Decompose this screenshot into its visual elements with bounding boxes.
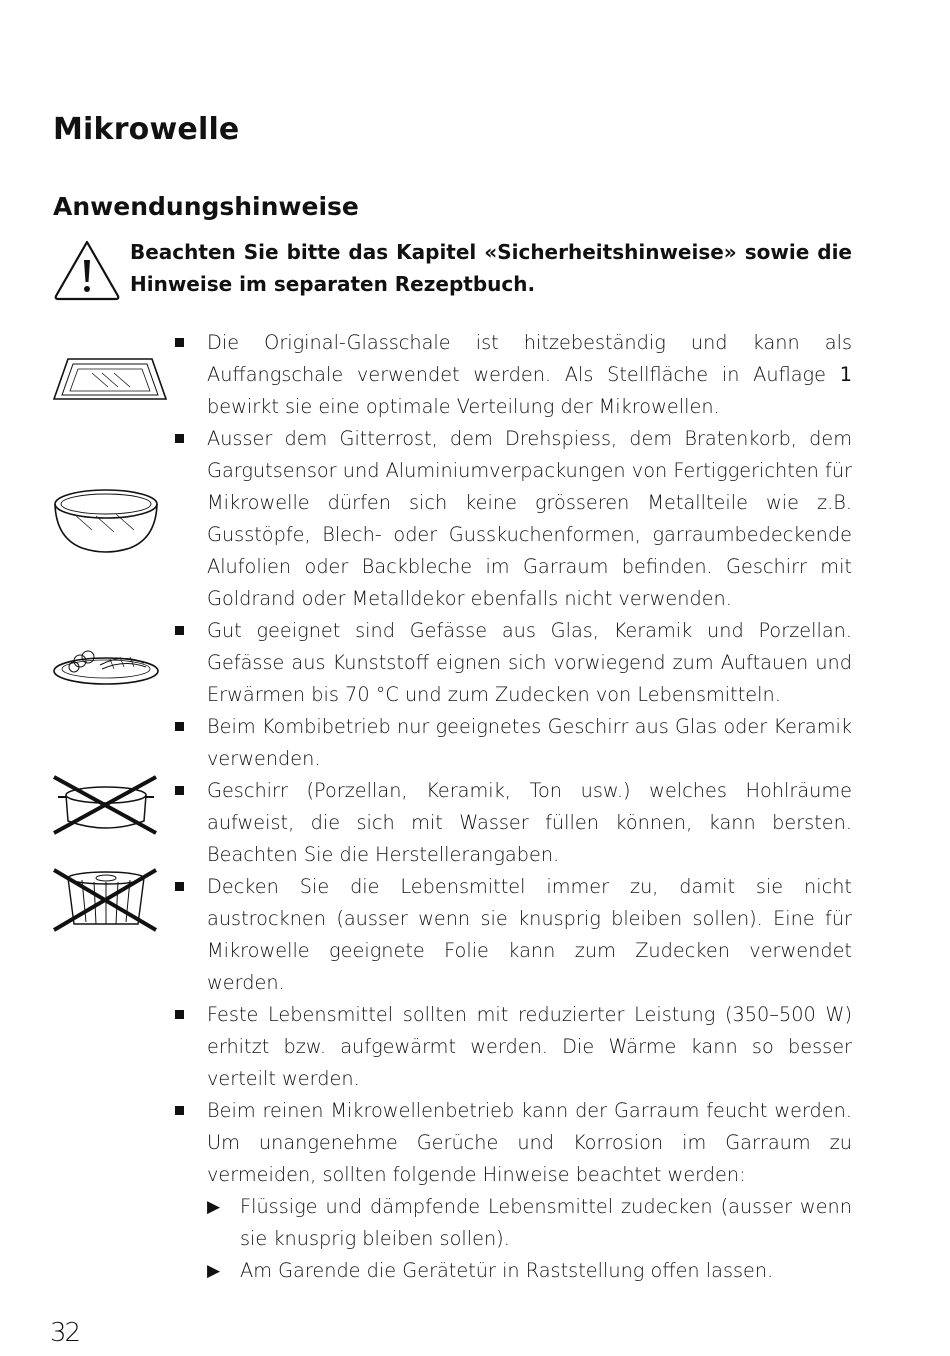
list-item	[175, 999, 852, 1095]
bullet-icon	[175, 434, 184, 443]
sub-list-item-text: Flüssige und dämpfende Lebensmittel zudecken (ausser wenn sie knusprig bleiben sollen).	[240, 1195, 852, 1250]
list-item	[175, 423, 852, 615]
sub-list-item	[207, 1191, 852, 1255]
warning-text: Beachten Sie bitte das Kapitel «Sicherheitshinweise» sowie die Hinweise im separaten Rezeptbuch.	[130, 240, 852, 296]
list-item	[175, 871, 852, 999]
list-item-text: Decken Sie die Lebensmittel immer zu, damit sie nicht austrocknen (ausser wenn sie knusprig bleiben sollen). Eine für Mikrowelle geeignete Folie kann zum Zudecken verwendet werden.	[207, 875, 852, 994]
list-item-text: Geschirr (Porzellan, Keramik, Ton usw.) welches Hohlräume aufweist, die sich mit Wasser füllen können, kann bersten. Beachten Sie die Herstellerangaben.	[207, 779, 852, 866]
list-item-text: Feste Lebensmittel sollten mit reduzierter Leistung (350–500 W) erhitzt bzw. aufgewärmt werden. Die Wärme kann so besser verteilt werden.	[207, 1003, 852, 1090]
list-item	[175, 1095, 852, 1287]
section-title: Anwendungshinweise	[53, 192, 359, 221]
bullet-icon	[175, 338, 184, 347]
bullet-icon	[175, 882, 184, 891]
list-item-text: Beim reinen Mikrowellenbetrieb kann der Garraum feucht werden. Um unangenehme Gerüche und Korrosion im Garraum zu vermeiden, sollten folgende Hinweise beachtet werden:	[207, 1099, 852, 1186]
instruction-list	[175, 327, 852, 1287]
list-item-text: Gut geeignet sind Gefässe aus Glas, Keramik und Porzellan. Gefässe aus Kunststoff eignen sich vorwiegend zum Auftauen und Erwärmen bis 70 °C und zum Zudecken von Lebensmitteln.	[207, 619, 852, 706]
warning-triangle-icon	[52, 238, 122, 302]
list-item-text: Die Original-Glasschale ist hitzebeständig und kann als Auffangschale verwendet werden. Als Stellfläche in Auflage	[207, 331, 852, 386]
list-item-text: Beim Kombibetrieb nur geeignetes Geschirr aus Glas oder Keramik verwenden.	[207, 715, 852, 770]
crossed-pot-icon	[52, 775, 160, 835]
page-title: Mikrowelle	[53, 112, 240, 147]
arrow-right-icon: ▶	[207, 1261, 221, 1281]
list-item	[175, 327, 852, 423]
page-number: 32	[50, 1318, 80, 1348]
bullet-icon	[175, 1106, 184, 1115]
list-item-bold: 1	[839, 363, 852, 386]
list-item-text: bewirkt sie eine optimale Verteilung der Mikrowellen.	[207, 395, 720, 418]
list-item	[175, 711, 852, 775]
bullet-icon	[175, 786, 184, 795]
sub-list-item	[207, 1255, 852, 1287]
sub-list-item-text: Am Garende die Gerätetür in Raststellung offen lassen.	[240, 1259, 774, 1282]
bullet-icon	[175, 626, 184, 635]
list-item-text: Ausser dem Gitterrost, dem Drehspiess, dem Bratenkorb, dem Gargutsensor und Aluminiumverpackungen von Fertiggerichten für Mikrowelle dürfen sich keine grösseren Metallteile wie z.B. Gusstöpfe, Blech- oder Gusskuchenformen, garraumbedeckende Alufolien oder Backbleche im Garraum befinden. Geschirr mit Goldrand oder Metalldekor ebenfalls nicht verwenden.	[207, 427, 852, 610]
glass-bowl-icon	[52, 486, 160, 556]
sub-list	[207, 1191, 852, 1287]
list-item	[175, 775, 852, 871]
list-item	[175, 615, 852, 711]
bullet-icon	[175, 1010, 184, 1019]
crossed-cake-mould-icon	[52, 868, 160, 932]
arrow-right-icon: ▶	[207, 1197, 221, 1217]
glass-tray-icon	[52, 355, 168, 403]
bullet-icon	[175, 722, 184, 731]
food-plate-icon	[52, 645, 160, 687]
